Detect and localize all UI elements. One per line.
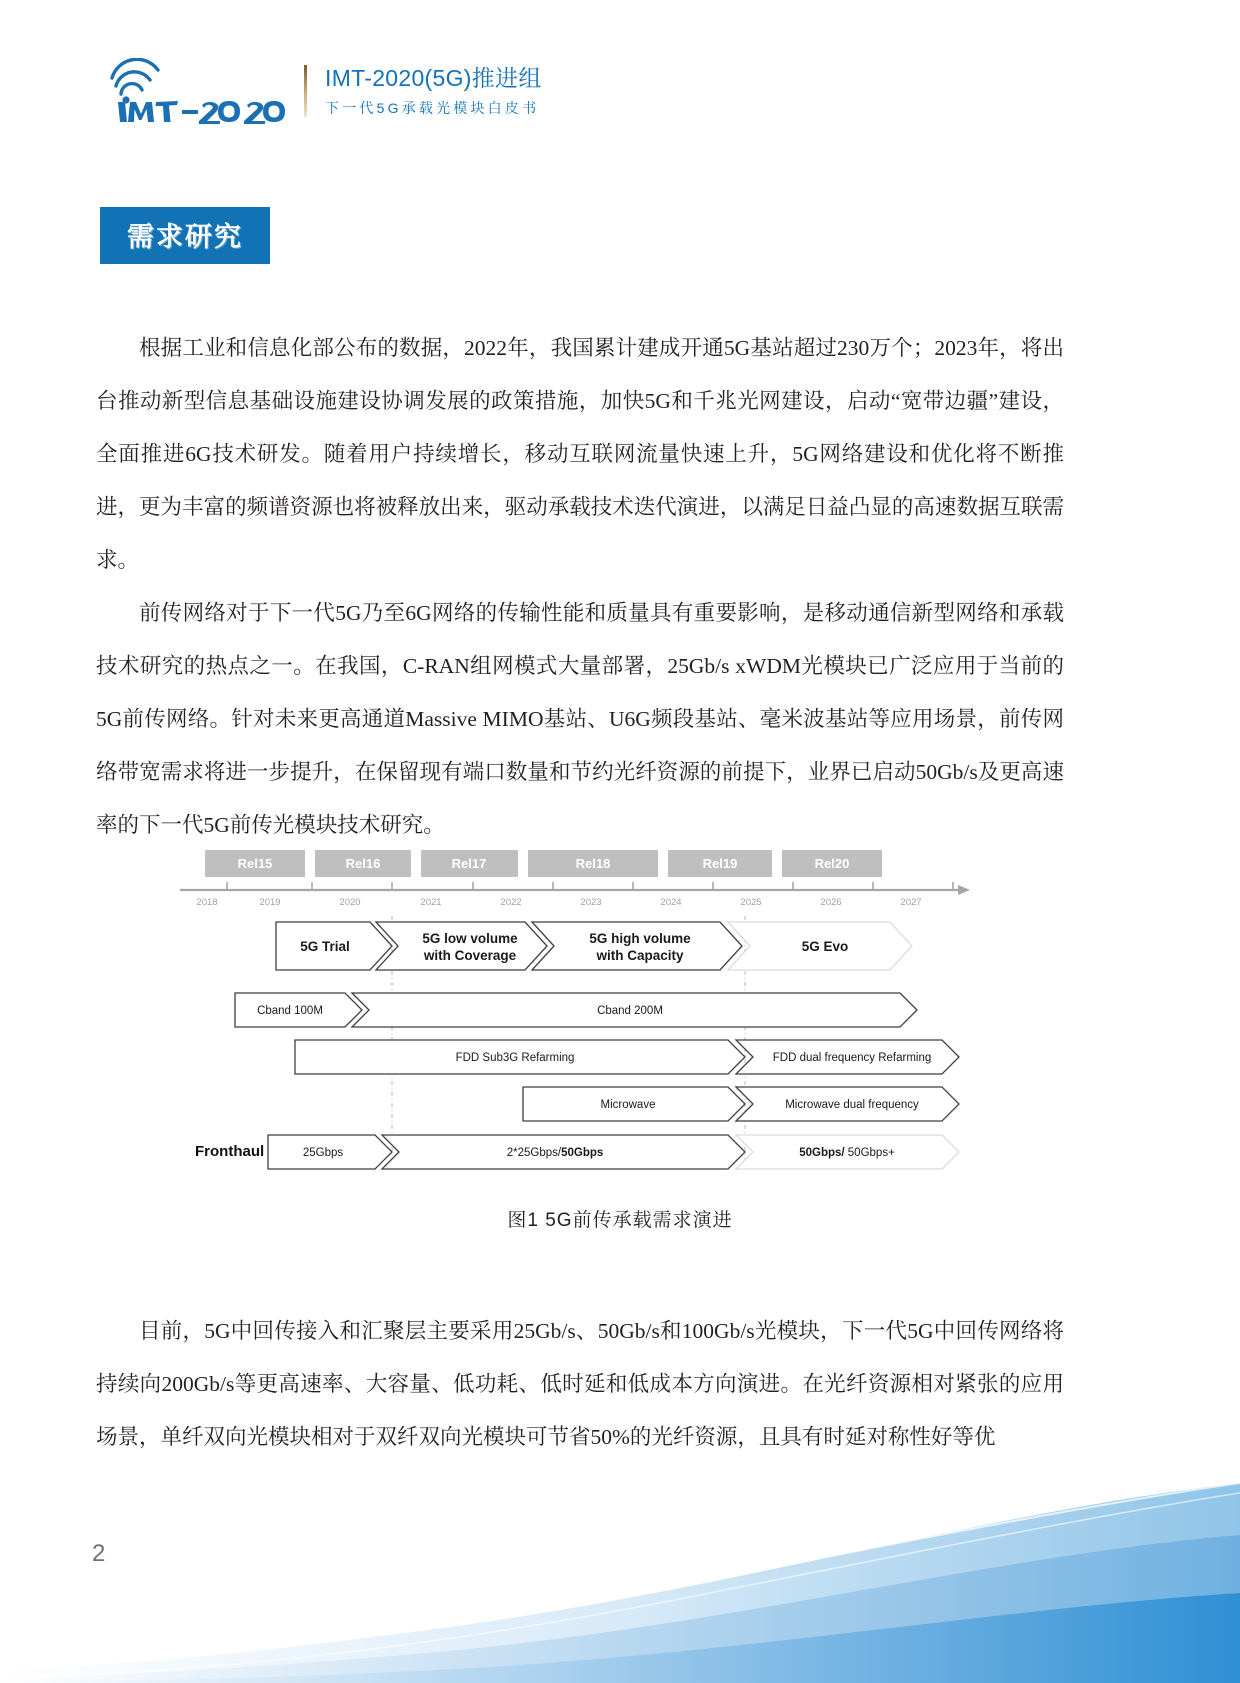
fronthaul-row <box>195 1135 959 1169</box>
release-label: Rel15 <box>237 856 273 871</box>
phase-label-line2: with Capacity <box>596 948 684 963</box>
microwave-label: Microwave <box>600 1099 656 1111</box>
fronthaul-label: Fronthaul <box>195 1143 265 1160</box>
release-label: Rel18 <box>575 856 611 871</box>
brand-block <box>325 64 542 118</box>
release-label: Rel19 <box>702 856 738 871</box>
release-label: Rel20 <box>814 856 850 871</box>
year-label: 2018 <box>196 897 218 908</box>
release-label: Rel17 <box>451 856 487 871</box>
cband-label: Cband 100M <box>257 1005 323 1017</box>
release-label: Rel16 <box>345 856 381 871</box>
brand-title: IMT-2020(5G)推进组 <box>325 65 542 92</box>
fronthaul-cell: 25Gbps <box>302 1147 344 1159</box>
year-label: 2019 <box>259 897 281 908</box>
year-label: 2024 <box>660 897 682 908</box>
phase-label: 5G Evo <box>801 939 849 954</box>
paragraph-2: 前传网络对于下一代5G乃至6G网络的传输性能和质量具有重要影响，是移动通信新型网络和承载技术研究的热点之一。在我国，C-RAN组网模式大量部署，25Gb/s xWDM光模块已广泛应用于当前的5G前传网络。针对未来更高通道Massive MIMO基站、U6G频段基站、毫米波基站等应用场景，前传网络带宽需求将进一步提升，在保留现有端口数量和节约光纤资源的前提下，业界已启动50Gb/s及更高速率的下一代5G前传光模块技术研究。 <box>96 601 1064 837</box>
imt-2020-logo <box>96 58 296 124</box>
body-text-block-bottom <box>96 1305 1064 1464</box>
brand-subtitle: 下一代5G承载光模块白皮书 <box>325 99 540 116</box>
microwave-row <box>523 1087 959 1121</box>
year-label: 2025 <box>740 897 762 908</box>
figure-caption: 图1 5G前传承载需求演进 <box>507 1210 733 1231</box>
year-label: 2021 <box>420 897 442 908</box>
year-label: 2020 <box>339 897 361 908</box>
fronthaul-cell: 50Gbps+ <box>844 1147 895 1159</box>
microwave-label: Microwave dual frequency <box>785 1099 919 1111</box>
header-divider <box>304 65 307 117</box>
phase-row <box>276 922 912 970</box>
paragraph-3: 目前，5G中回传接入和汇聚层主要采用25Gb/s、50Gb/s和100Gb/s光模块，下一代5G中回传网络将持续向200Gb/s等更高速率、大容量、低功耗、低时延和低成本方向演进。在光纤资源相对紧张的应用场景，单纤双向光模块相对于双纤双向光模块可节省50%的光纤资源，且具有时延对称性好等优 <box>96 1319 1064 1449</box>
fdd-row <box>295 1040 959 1074</box>
fronthaul-cell: 50Gbps/ <box>799 1147 845 1159</box>
release-bars <box>205 850 882 877</box>
phase-label-line1: 5G high volume <box>589 931 691 946</box>
footer-decoration <box>0 1443 1240 1683</box>
year-label: 2023 <box>580 897 602 908</box>
fronthaul-cell-group <box>507 1147 604 1159</box>
cband-label: Cband 200M <box>597 1005 663 1017</box>
phase-label: 5G Trial <box>300 939 350 954</box>
year-label: 2026 <box>820 897 842 908</box>
document-header <box>96 58 542 124</box>
paragraph-1: 根据工业和信息化部公布的数据，2022年，我国累计建成开通5G基站超过230万个；2023年，将出台推动新型信息基础设施建设协调发展的政策措施，加快5G和千兆光网建设，启动“宽带边疆”建设，全面推进6G技术研发。随着用户持续增长，移动互联网流量快速上升，5G网络建设和优化将不断推进，更为丰富的频谱资源也将被释放出来，驱动承载技术迭代演进，以满足日益凸显的高速数据互联需求。 <box>96 336 1064 572</box>
fronthaul-cell: 2*25Gbps/ <box>506 1147 562 1159</box>
body-text-block-top <box>96 322 1064 852</box>
figure-5g-fronthaul-roadmap <box>180 838 980 1178</box>
cband-row <box>235 993 917 1027</box>
fronthaul-cell-group-evo <box>799 1147 895 1159</box>
page-number: 2 <box>92 1540 106 1567</box>
section-title-badge: 需求研究 <box>100 207 270 264</box>
footer-swoosh-icon <box>0 1443 1240 1683</box>
fronthaul-cell: 50Gbps <box>561 1147 604 1159</box>
timeline-axis <box>180 882 970 908</box>
fdd-label: FDD dual frequency Refarming <box>772 1052 932 1064</box>
year-label: 2022 <box>500 897 522 908</box>
logo-mark-icon <box>96 58 296 124</box>
phase-label-line1: 5G low volume <box>422 931 518 946</box>
figure-svg <box>180 838 980 1178</box>
year-label: 2027 <box>900 897 922 908</box>
fdd-label: FDD Sub3G Refarming <box>455 1052 575 1064</box>
phase-label-line2: with Coverage <box>423 948 517 963</box>
